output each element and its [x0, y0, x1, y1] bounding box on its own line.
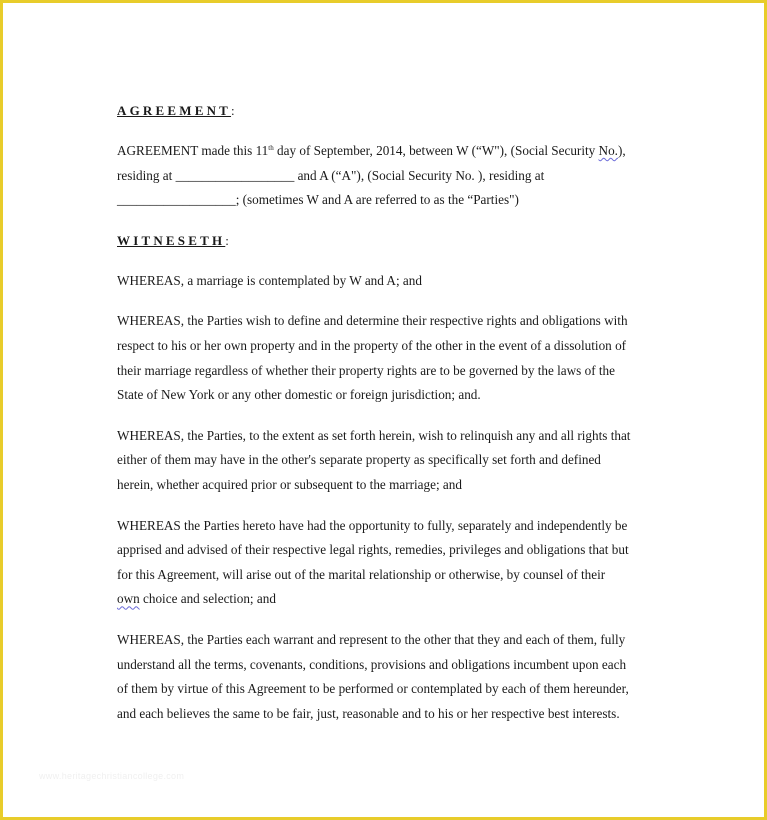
whereas-paragraph-5 — [117, 628, 662, 726]
whereas-paragraph-2 — [117, 309, 662, 407]
whereas-paragraph-4 — [117, 514, 662, 612]
witnesseth-heading: WITNESETH: — [117, 232, 229, 248]
whereas-5-line: of them by virtue of this Agreement to be performed or contemplated by each of them hereunder, — [117, 681, 629, 697]
document-body — [117, 99, 662, 726]
whereas-4-line: own choice and selection; and — [117, 591, 276, 607]
watermark: www.heritagechristiancollege.com — [39, 771, 185, 781]
whereas-3-line: either of them may have in the other's separate property as specifically set forth and defined — [117, 452, 601, 468]
intro-line-3: __________________; (sometimes W and A are referred to as the “Parties") — [117, 192, 519, 208]
whereas-4-line: apprised and advised of their respective legal rights, remedies, privileges and obligations that but — [117, 542, 629, 558]
whereas-5-line: and each believes the same to be fair, just, reasonable and to his or her respective best interests. — [117, 705, 620, 721]
whereas-2-line: respect to his or her own property and in the property of the other in the event of a dissolution of — [117, 337, 627, 353]
whereas-2-line: WHEREAS, the Parties wish to define and determine their respective rights and obligations with — [117, 313, 628, 329]
whereas-paragraph-1 — [117, 269, 662, 294]
whereas-paragraph-3 — [117, 424, 662, 498]
intro-paragraph — [117, 139, 662, 213]
whereas-4-line: WHEREAS the Parties hereto have had the opportunity to fully, separately and independently be — [117, 517, 628, 533]
intro-line-2: residing at __________________ and A (“A"), (Social Security No. ), residing at — [117, 167, 545, 183]
whereas-5-line: WHEREAS, the Parties each warrant and represent to the other that they and each of them, fully — [117, 631, 626, 647]
whereas-1-line: WHEREAS, a marriage is contemplated by W and A; and — [117, 272, 422, 288]
whereas-3-line: herein, whether acquired prior or subsequent to the marriage; and — [117, 476, 462, 492]
whereas-3-line: WHEREAS, the Parties, to the extent as set forth herein, wish to relinquish any and all rights that — [117, 427, 631, 443]
intro-line-1: AGREEMENT made this 11th day of September, 2014, between W (“W"), (Social Security No.), — [117, 143, 626, 158]
whereas-5-line: understand all the terms, covenants, conditions, provisions and obligations incumbent upon each — [117, 656, 627, 672]
whereas-2-line: their marriage regardless of whether their property rights are to be governed by the laws of the — [117, 362, 616, 378]
whereas-2-line: State of New York or any other domestic or foreign jurisdiction; and. — [117, 387, 481, 403]
agreement-heading: AGREEMENT: — [117, 103, 235, 118]
whereas-4-line: for this Agreement, will arise out of the marital relationship or otherwise, by counsel of their — [117, 566, 606, 582]
